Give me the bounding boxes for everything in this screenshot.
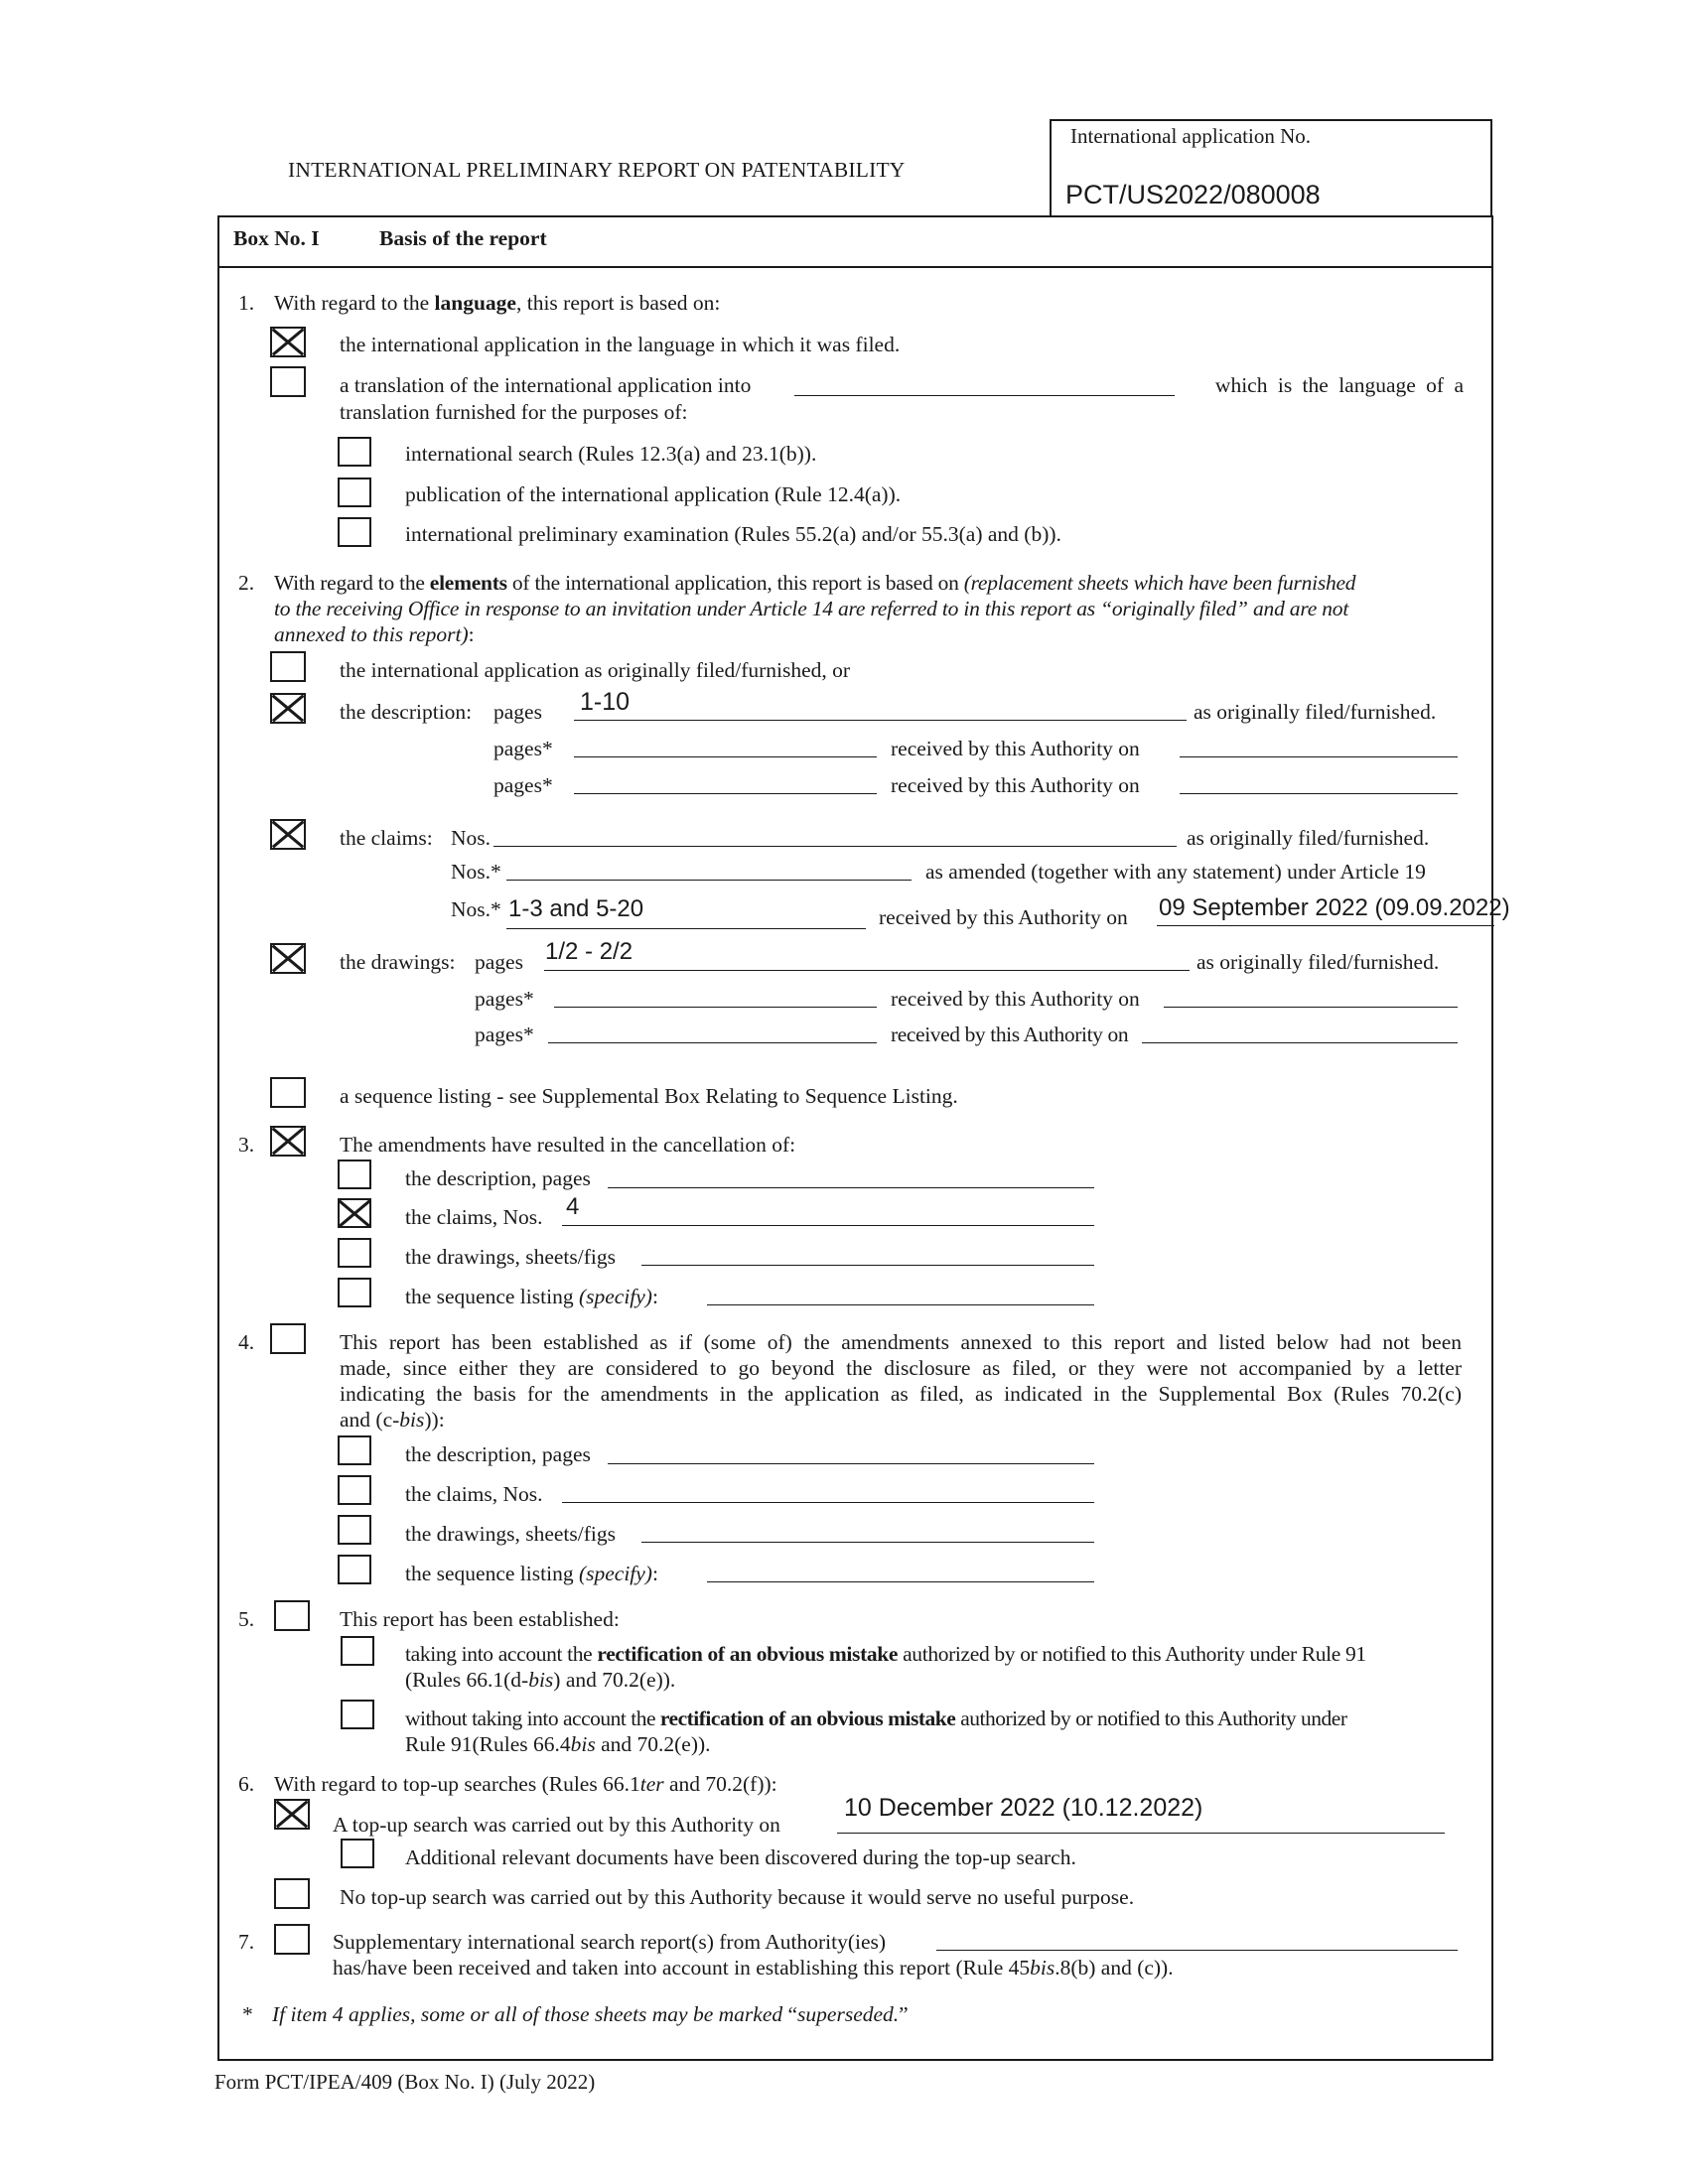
language-filed-label: the international application in the language in which it was filed. (340, 333, 901, 356)
item-4-number: 4. (238, 1330, 255, 1354)
disregard-drawings-field[interactable] (641, 1542, 1094, 1543)
claims-received-nos-field[interactable] (506, 928, 866, 929)
drawings-pages-star-2: pages* (475, 1023, 534, 1046)
cancel-description-field[interactable] (608, 1187, 1094, 1188)
description-pages-label: pages (493, 700, 542, 724)
checkbox-sequence-listing[interactable] (270, 1077, 306, 1108)
description-received-date-field-2[interactable] (1180, 793, 1458, 794)
with-rectification-line-1: taking into account the rectification of an obvious mistake authorized by or notified to this Authority under Rule 91 (405, 1642, 1366, 1666)
description-pages-value: 1-10 (580, 688, 631, 716)
checkbox-claims[interactable] (270, 819, 306, 850)
checkbox-established-as-if[interactable] (270, 1323, 306, 1354)
checkbox-cancel-description[interactable] (338, 1160, 371, 1189)
item-2-text-line-1: With regard to the elements of the international application, this report is based on (replacement sheets which have been furnished (274, 571, 1356, 595)
checkbox-topup-none[interactable] (274, 1878, 310, 1909)
description-received-label-2: received by this Authority on (891, 773, 1140, 797)
item-4-line-4: and (c-bis)): (340, 1408, 445, 1432)
item-2-number: 2. (238, 571, 255, 595)
disregard-description-label: the description, pages (405, 1442, 591, 1466)
claims-label: the claims: (340, 826, 433, 850)
claims-nos-star-amended: Nos.* (451, 860, 501, 884)
topup-none-label: No top-up search was carried out by this Authority because it would serve no useful purpose. (340, 1885, 1135, 1909)
checkbox-cancel-claims[interactable] (338, 1198, 371, 1228)
checkbox-disregard-drawings[interactable] (338, 1515, 371, 1545)
checkbox-cancel-drawings[interactable] (338, 1238, 371, 1268)
topup-additional-docs-label: Additional relevant documents have been discovered during the top-up search. (405, 1845, 1076, 1869)
cancel-claims-value: 4 (566, 1193, 580, 1220)
disregard-claims-label: the claims, Nos. (405, 1482, 543, 1506)
drawings-received-pages-field-2[interactable] (548, 1042, 877, 1043)
disregard-sequence-field[interactable] (707, 1581, 1094, 1582)
item-6-text: With regard to top-up searches (Rules 66.1ter and 70.2(f)): (274, 1772, 777, 1796)
claims-as-filed-label: as originally filed/furnished. (1187, 826, 1430, 850)
description-received-pages-field-1[interactable] (574, 756, 877, 757)
cancel-sequence-field[interactable] (707, 1304, 1094, 1305)
claims-received-date: 09 September 2022 (09.09.2022) (1159, 894, 1510, 921)
topup-date-value: 10 December 2022 (10.12.2022) (844, 1794, 1203, 1822)
item-6-number: 6. (238, 1772, 255, 1796)
report-title: INTERNATIONAL PRELIMINARY REPORT ON PATENTABILITY (288, 158, 906, 182)
supplementary-authority-field[interactable] (936, 1950, 1458, 1951)
claims-amended-field[interactable] (506, 880, 912, 881)
checkbox-drawings[interactable] (270, 943, 306, 974)
checkbox-without-rectification[interactable] (341, 1700, 374, 1729)
drawings-received-date-field-1[interactable] (1164, 1007, 1458, 1008)
item-5-text: This report has been established: (340, 1607, 620, 1631)
item-5-number: 5. (238, 1607, 255, 1631)
claims-received-value: 1-3 and 5-20 (508, 895, 644, 922)
box-title: Basis of the report (379, 226, 547, 250)
checkbox-disregard-claims[interactable] (338, 1475, 371, 1505)
item-1-text: With regard to the language, this report is based on: (274, 291, 721, 315)
drawings-received-pages-field-1[interactable] (554, 1007, 877, 1008)
drawings-as-filed-label: as originally filed/furnished. (1196, 950, 1440, 974)
checkbox-language-translation[interactable] (270, 366, 306, 397)
disregard-description-field[interactable] (608, 1463, 1094, 1464)
drawings-pages-value: 1/2 - 2/2 (545, 938, 633, 965)
drawings-label: the drawings: (340, 950, 456, 974)
application-number-value: PCT/US2022/080008 (1065, 180, 1321, 209)
item-4-line-3: indicating the basis for the amendments in the application as filed, as indicated in the Supplemental Box (Rules 70.2(c) (340, 1382, 1462, 1406)
checkbox-amendments-cancellation[interactable] (270, 1126, 306, 1157)
cancel-description-label: the description, pages (405, 1166, 591, 1190)
item-4-line-2: made, since either they are considered to go beyond the disclosure as filed, or they were not accompanied by a letter (340, 1356, 1462, 1380)
cancel-sequence-label: the sequence listing (specify): (405, 1285, 658, 1308)
translation-label-a: a translation of the international application into (340, 373, 752, 397)
checkbox-language-filed[interactable] (270, 327, 306, 357)
topup-date-field[interactable] (837, 1833, 1445, 1834)
checkbox-translation-preliminary[interactable] (338, 517, 371, 547)
claims-nos-star-received: Nos.* (451, 897, 501, 921)
disregard-drawings-label: the drawings, sheets/figs (405, 1522, 616, 1546)
drawings-pages-label: pages (475, 950, 523, 974)
checkbox-disregard-description[interactable] (338, 1435, 371, 1465)
cancel-claims-field[interactable] (562, 1225, 1094, 1226)
drawings-received-label-1: received by this Authority on (891, 987, 1140, 1011)
sequence-listing-label: a sequence listing - see Supplemental Box Relating to Sequence Listing. (340, 1084, 958, 1108)
item-4-line-1: This report has been established as if (some of) the amendments annexed to this report and listed below had not been (340, 1330, 1462, 1354)
footnote-text: If item 4 applies, some or all of those sheets may be marked “superseded.” (272, 2002, 909, 2026)
claims-nos-label: Nos. (451, 826, 492, 850)
item-3-number: 3. (238, 1133, 255, 1157)
description-as-filed-label: as originally filed/furnished. (1194, 700, 1437, 724)
checkbox-cancel-sequence[interactable] (338, 1278, 371, 1307)
description-pages-star-2: pages* (493, 773, 553, 797)
topup-carried-out-label: A top-up search was carried out by this Authority on (333, 1813, 780, 1837)
with-rectification-line-2: (Rules 66.1(d-bis) and 70.2(e)). (405, 1668, 676, 1692)
description-pages-field[interactable] (574, 720, 1187, 721)
cancel-drawings-label: the drawings, sheets/figs (405, 1245, 616, 1269)
checkbox-translation-publication[interactable] (338, 478, 371, 507)
claims-nos-field[interactable] (493, 846, 1177, 847)
description-received-date-field-1[interactable] (1180, 756, 1458, 757)
checkbox-translation-search[interactable] (338, 437, 371, 467)
application-number-label: International application No. (1070, 124, 1312, 148)
footnote-star: * (242, 2002, 253, 2026)
checkbox-disregard-sequence[interactable] (338, 1555, 371, 1584)
drawings-pages-star-1: pages* (475, 987, 534, 1011)
supplementary-search-line-1: Supplementary international search report(s) from Authority(ies) (333, 1930, 887, 1954)
supplementary-search-line-2: has/have been received and taken into account in establishing this report (Rule 45bis.8(b) and (c)). (333, 1956, 1174, 1979)
description-label: the description: (340, 700, 473, 724)
item-2-text-line-3: annexed to this report): (274, 622, 475, 646)
checkbox-as-originally-filed[interactable] (270, 651, 306, 682)
translation-language-field[interactable] (794, 395, 1175, 396)
claims-received-label: received by this Authority on (879, 905, 1128, 929)
form-identifier: Form PCT/IPEA/409 (Box No. I) (July 2022) (214, 2070, 596, 2094)
translation-search-label: international search (Rules 12.3(a) and 23.1(b)). (405, 442, 817, 466)
item-2-text-line-2: to the receiving Office in response to an invitation under Article 14 are referred to in this report as “originally filed” and are not (274, 597, 1349, 620)
without-rectification-line-1: without taking into account the rectification of an obvious mistake authorized by or notified to this Authority under (405, 1706, 1347, 1730)
checkbox-description[interactable] (270, 693, 306, 724)
drawings-pages-field[interactable] (544, 970, 1190, 971)
disregard-sequence-label: the sequence listing (specify): (405, 1562, 658, 1585)
box-number: Box No. I (233, 226, 320, 250)
cancel-claims-label: the claims, Nos. (405, 1205, 543, 1229)
description-pages-star-1: pages* (493, 737, 553, 760)
box-header-divider (217, 266, 1493, 268)
checkbox-supplementary-search[interactable] (274, 1924, 310, 1955)
checkbox-topup-carried-out[interactable] (274, 1799, 310, 1830)
drawings-received-date-field-2[interactable] (1142, 1042, 1458, 1043)
checkbox-with-rectification[interactable] (341, 1636, 374, 1666)
translation-label-b: which is the language of a (1214, 373, 1464, 397)
cancel-drawings-field[interactable] (641, 1265, 1094, 1266)
item-7-number: 7. (238, 1930, 255, 1954)
claims-received-date-field[interactable] (1157, 925, 1494, 926)
description-received-pages-field-2[interactable] (574, 793, 877, 794)
translation-preliminary-label: international preliminary examination (Rules 55.2(a) and/or 55.3(a) and (b)). (405, 522, 1061, 546)
checkbox-topup-additional-docs[interactable] (341, 1839, 374, 1868)
description-received-label-1: received by this Authority on (891, 737, 1140, 760)
as-originally-filed-label: the international application as originally filed/furnished, or (340, 658, 851, 682)
checkbox-established-rectification[interactable] (274, 1600, 310, 1631)
disregard-claims-field[interactable] (562, 1502, 1094, 1503)
translation-label-c: translation furnished for the purposes of: (340, 400, 688, 424)
claims-amended-label: as amended (together with any statement) under Article 19 (925, 860, 1426, 884)
item-1-number: 1. (238, 291, 255, 315)
drawings-received-label-2: received by this Authority on (891, 1023, 1129, 1046)
item-3-text: The amendments have resulted in the cancellation of: (340, 1133, 796, 1157)
without-rectification-line-2: Rule 91(Rules 66.4bis and 70.2(e)). (405, 1732, 711, 1756)
translation-publication-label: publication of the international application (Rule 12.4(a)). (405, 482, 902, 506)
